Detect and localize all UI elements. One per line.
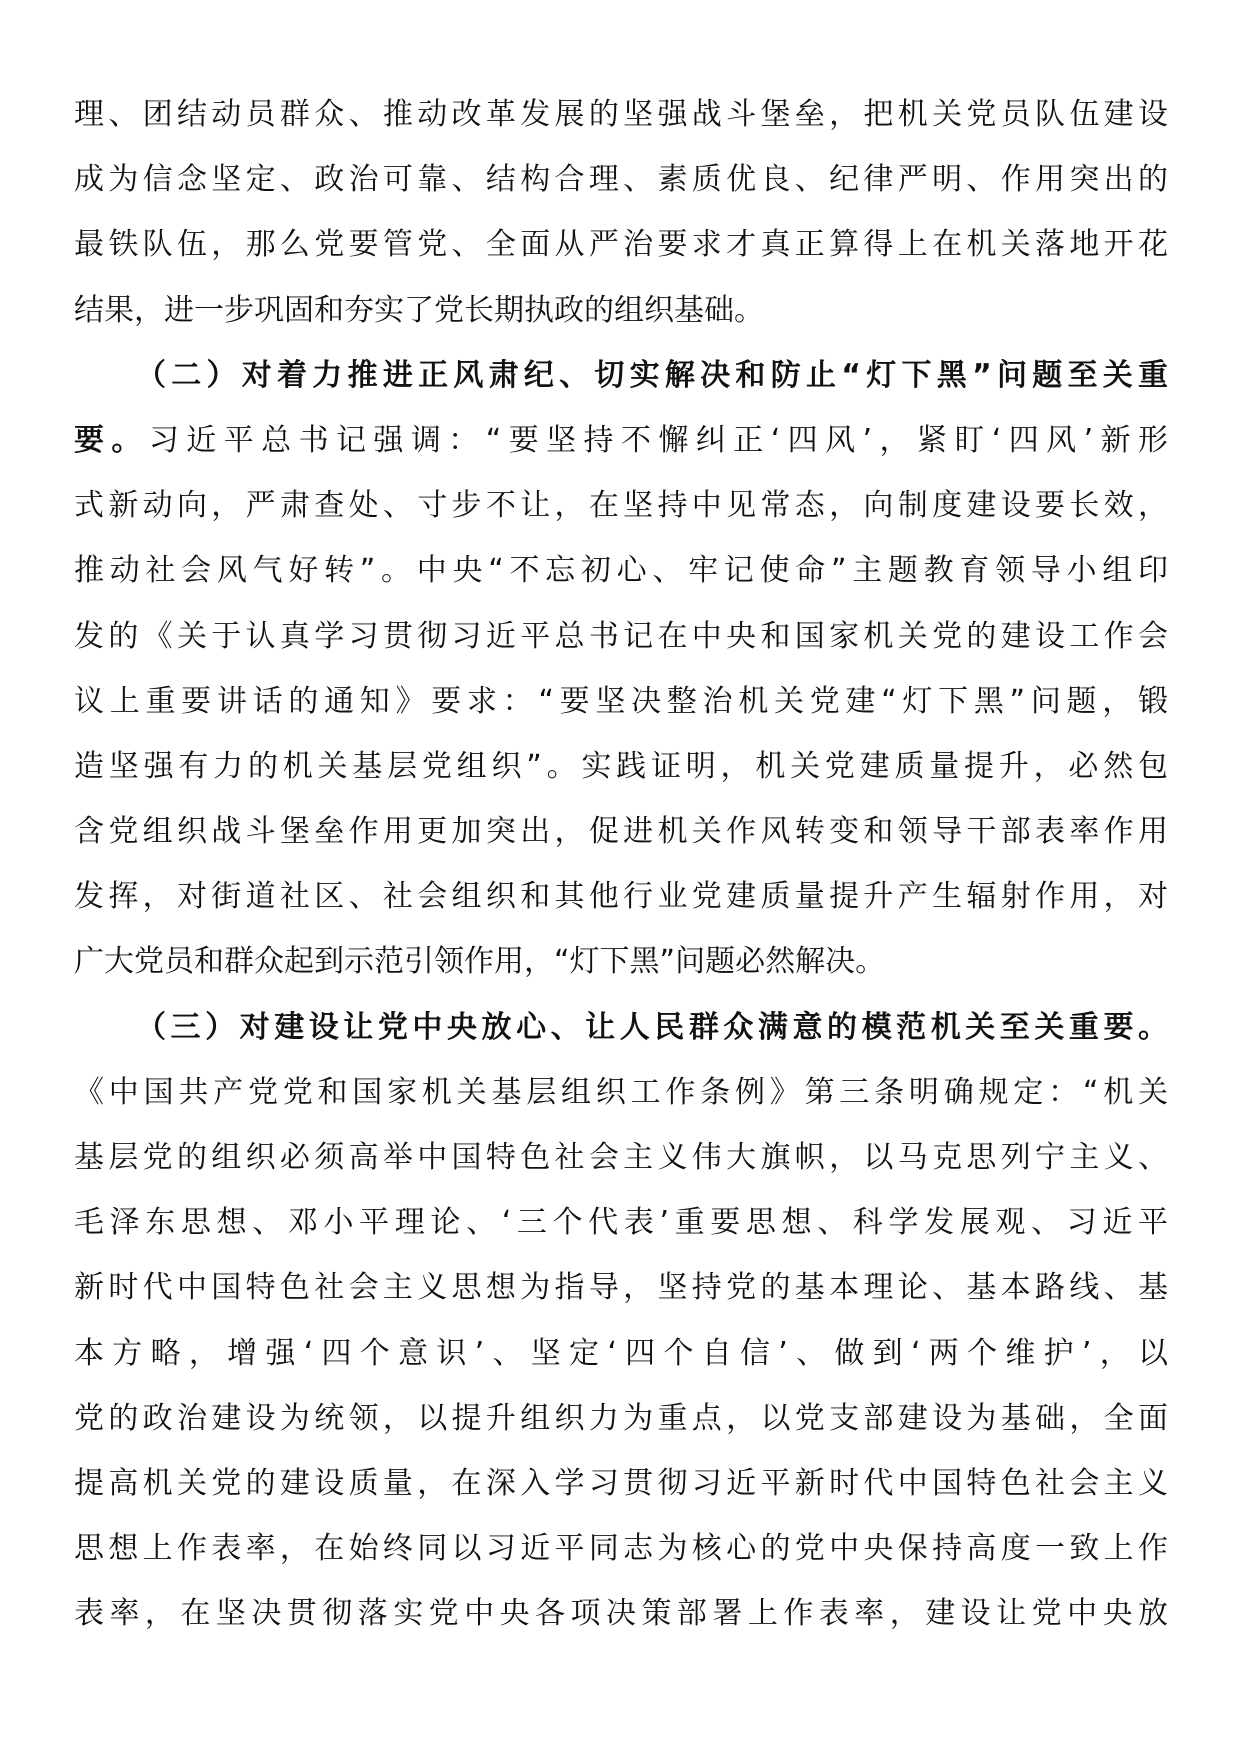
body-text: 新时代中国特色社会主义思想为指导，坚持党的基本理论、基本路线、基 xyxy=(74,1270,1168,1306)
body-text: 理、团结动员群众、推动改革发展的坚强战斗堡垒，把机关党员队伍建设 xyxy=(74,97,1168,132)
text-line xyxy=(74,734,1168,799)
body-text: 《中国共产党党和国家机关基层组织工作条例》第三条明确规定：“机关 xyxy=(74,1074,1168,1110)
body-text: 表率，在坚决贯彻落实党中央各项决策部署上作表率，建设让党中央放 xyxy=(74,1596,1168,1632)
body-text: 发挥，对街道社区、社会组织和其他行业党建质量提升产生辐射作用，对 xyxy=(74,879,1168,915)
text-line xyxy=(74,278,1168,343)
body-text: 党的政治建设为统领，以提升组织力为重点，以党支部建设为基础，全面 xyxy=(74,1400,1168,1436)
body-text: 习近平总书记强调：“要坚持不懈纠正‘四风’，紧盯‘四风’新形 xyxy=(148,422,1168,458)
text-line xyxy=(74,473,1168,538)
text-line xyxy=(74,1125,1168,1190)
text-line xyxy=(74,212,1168,277)
body-text: 毛泽东思想、邓小平理论、‘三个代表’重要思想、科学发展观、习近平 xyxy=(74,1205,1168,1241)
body-text: 发的《关于认真学习贯彻习近平总书记在中央和国家机关党的建设工作会 xyxy=(74,618,1168,654)
text-line xyxy=(74,929,1168,994)
text-line xyxy=(74,408,1168,473)
body-text: 最铁队伍，那么党要管党、全面从严治要求才真正算得上在机关落地开花 xyxy=(74,227,1168,263)
text-line xyxy=(74,799,1168,864)
body-text: 结果，进一步巩固和夯实了党长期执政的组织基础。 xyxy=(74,292,764,328)
text-line xyxy=(74,995,1168,1060)
text-line xyxy=(74,147,1168,212)
text-line xyxy=(74,343,1168,408)
text-line xyxy=(74,1255,1168,1320)
text-line xyxy=(74,1321,1168,1386)
body-text: 成为信念坚定、政治可靠、结构合理、素质优良、纪律严明、作用突出的 xyxy=(74,162,1168,198)
text-line xyxy=(74,1516,1168,1581)
text-line xyxy=(74,1581,1168,1646)
body-text: 造坚强有力的机关基层党组织”。实践证明，机关党建质量提升，必然包 xyxy=(74,748,1168,784)
text-line xyxy=(74,604,1168,669)
body-text: 广大党员和群众起到示范引领作用，“灯下黑”问题必然解决。 xyxy=(74,944,886,980)
body-text: 提高机关党的建设质量，在深入学习贯彻习近平新时代中国特色社会主义 xyxy=(74,1465,1168,1501)
body-text: 推动社会风气好转”。中央“不忘初心、牢记使命”主题教育领导小组印 xyxy=(74,553,1168,589)
body-text: 议上重要讲话的通知》要求：“要坚决整治机关党建“灯下黑”问题，锻 xyxy=(74,683,1168,719)
text-line xyxy=(74,1060,1168,1125)
body-text: 式新动向，严肃查处、寸步不让，在坚持中见常态，向制度建设要长效， xyxy=(74,488,1168,524)
text-line xyxy=(74,1386,1168,1451)
document-page xyxy=(74,82,1168,1647)
bold-heading-text: （三）对建设让党中央放心、让人民群众满意的模范机关至关重要。 xyxy=(136,1009,1168,1045)
body-text: 基层党的组织必须高举中国特色社会主义伟大旗帜，以马克思列宁主义、 xyxy=(74,1140,1168,1175)
body-text: 含党组织战斗堡垒作用更加突出，促进机关作风转变和领导干部表率作用 xyxy=(74,814,1168,850)
text-line xyxy=(74,1190,1168,1255)
body-text: 本方略，增强‘四个意识’、坚定‘四个自信’、做到‘两个维护’，以 xyxy=(74,1335,1168,1371)
text-line xyxy=(74,669,1168,734)
text-line xyxy=(74,864,1168,929)
text-line xyxy=(74,82,1168,147)
body-text: 思想上作表率，在始终同以习近平同志为核心的党中央保持高度一致上作 xyxy=(74,1531,1168,1567)
text-line xyxy=(74,1451,1168,1516)
bold-heading-text: （二）对着力推进正风肃纪、切实解决和防止“灯下黑”问题至关重 xyxy=(136,357,1168,393)
bold-heading-text: 要。 xyxy=(74,422,149,458)
text-line xyxy=(74,538,1168,603)
